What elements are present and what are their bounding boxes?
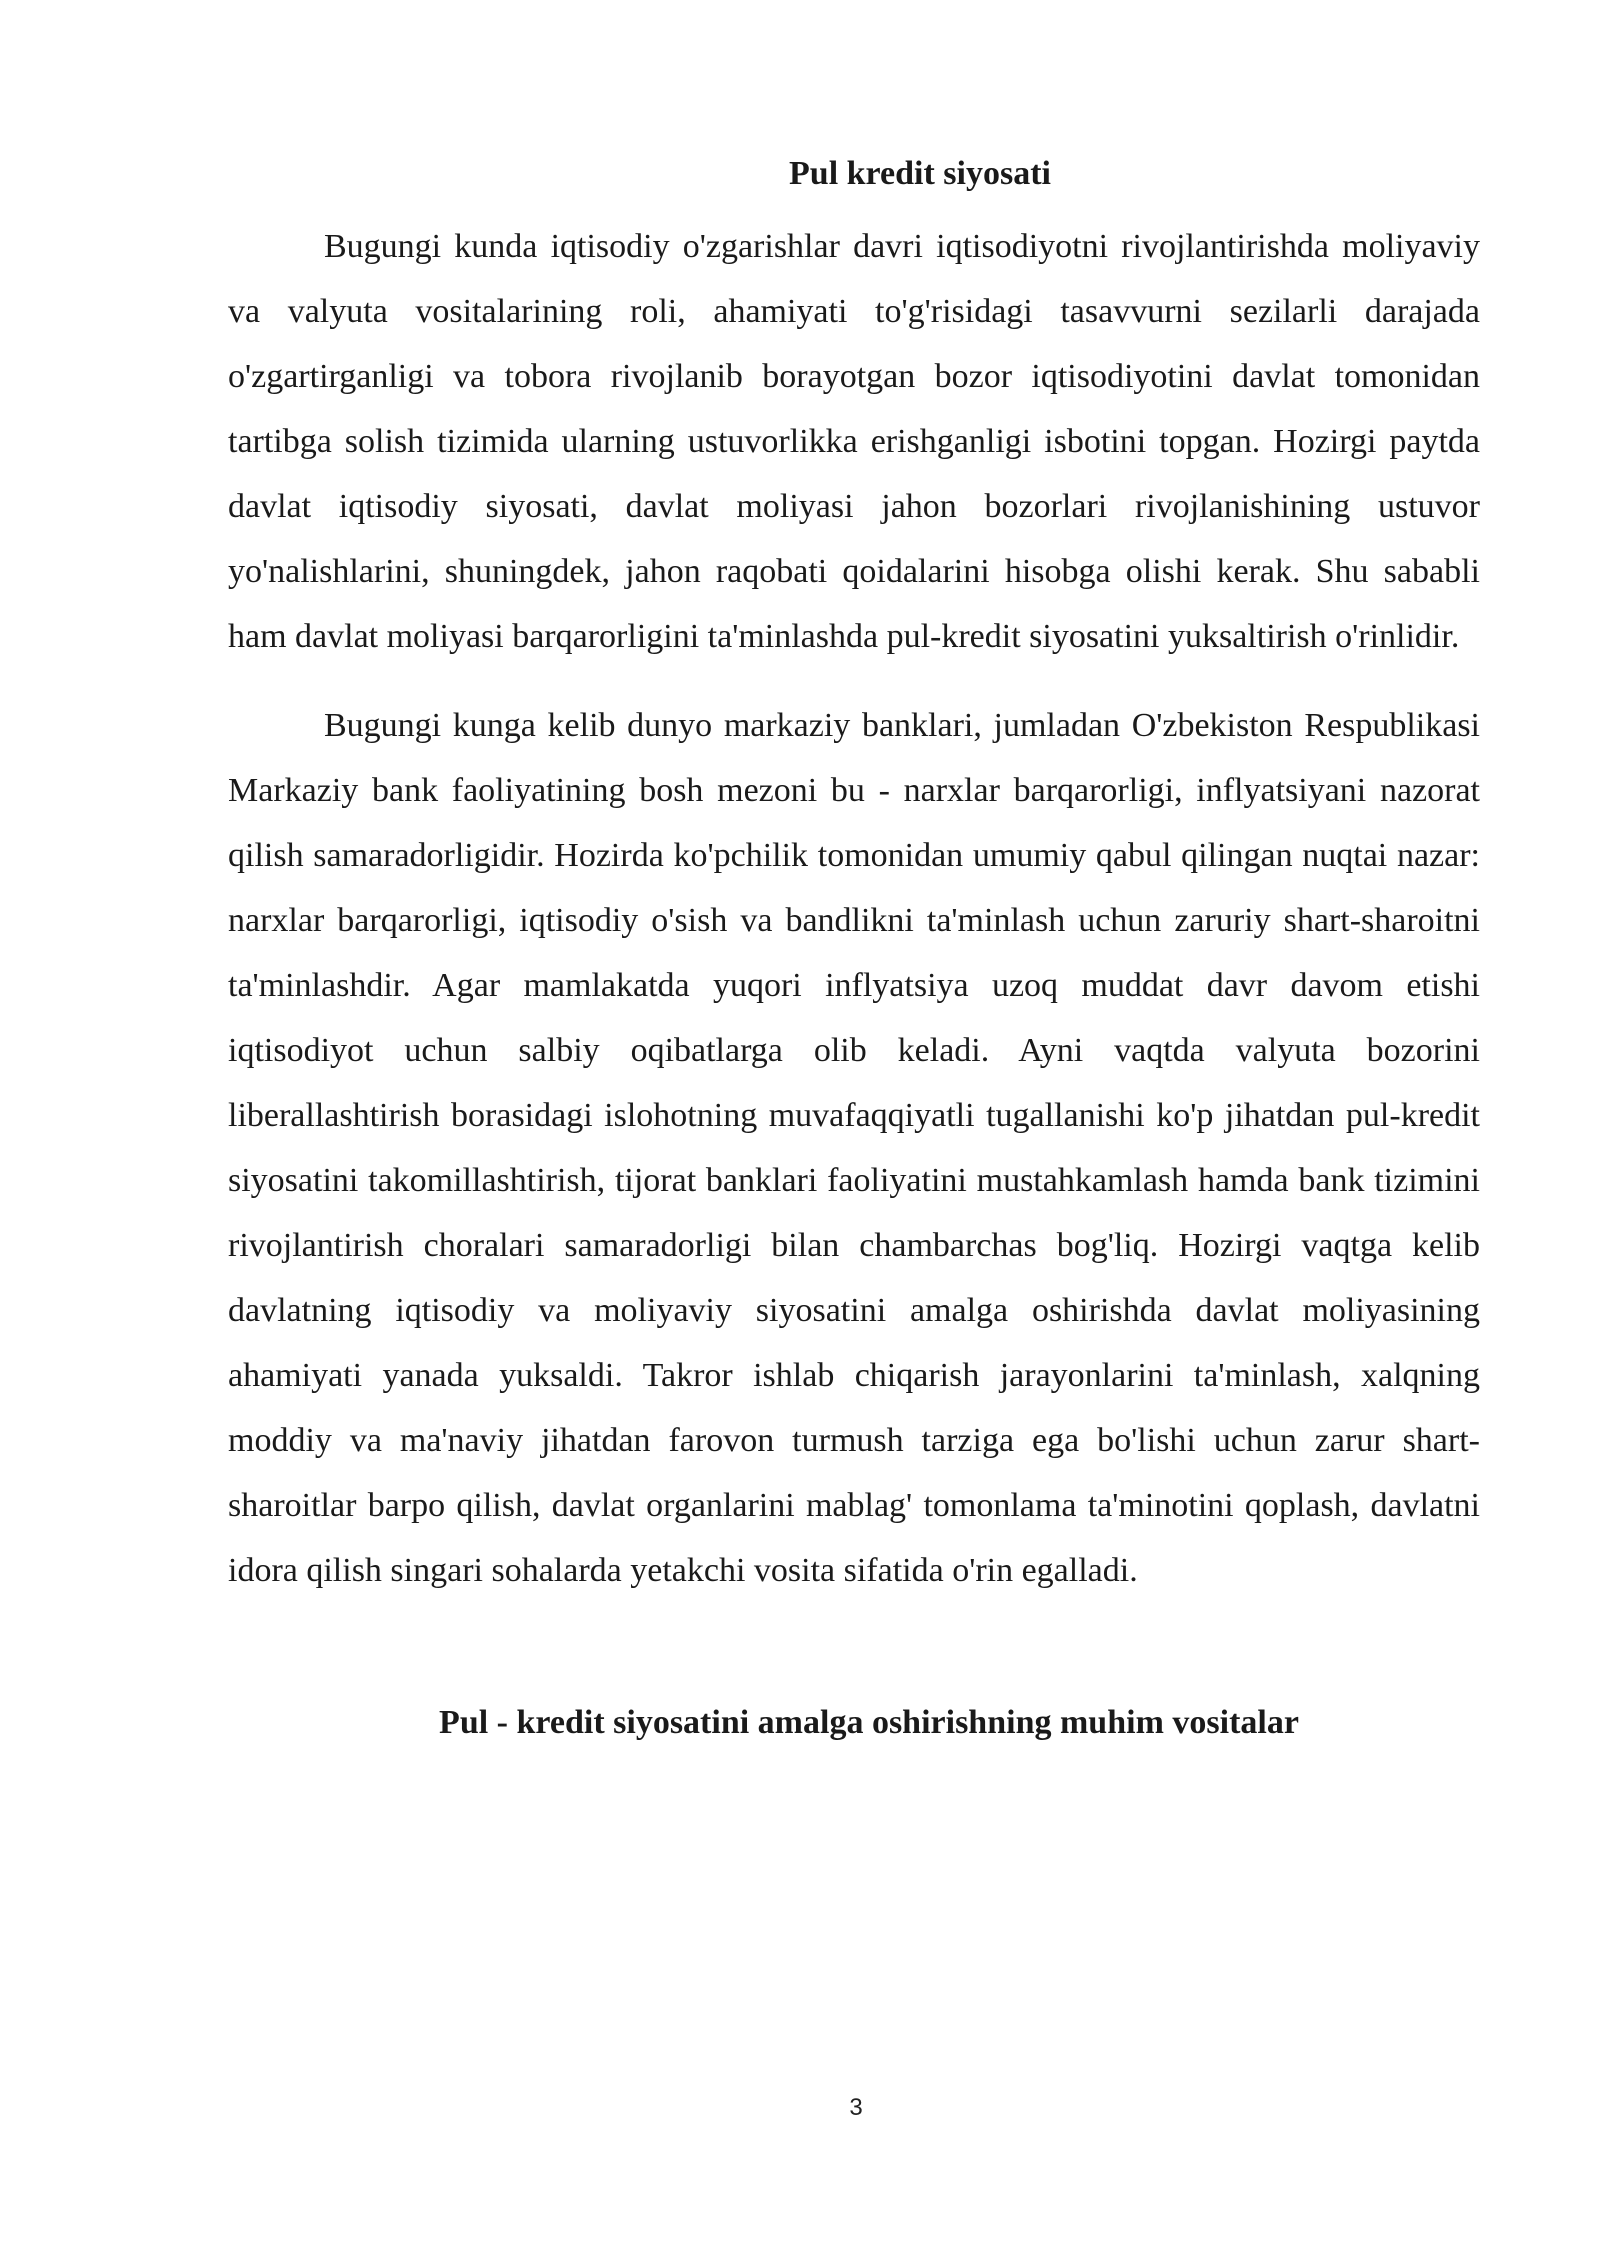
section-heading: Pul - kredit siyosatini amalga oshirishning muhim vositalar: [439, 1704, 1299, 1741]
paragraph-1: Bugungi kunda iqtisodiy o'zgarishlar davri iqtisodiyotni rivojlantirishda moliyaviy va valyuta vositalarining roli, ahamiyati to'g'risidagi tasavvurni sezilarli darajada o'zgartirganligi va tobora rivojlanib borayotgan bozor iqtisodiyotini davlat tomonidan tartibga solish tizimida ularning ustuvorlikka erishganligi isbotini topgan. Hozirgi paytda davlat iqtisodiy siyosati, davlat moliyasi jahon bozorlari rivojlanishining ustuvor yo'nalishlarini, shuningdek, jahon raqobati qoidalarini hisobga olishi kerak. Shu sababli ham davlat moliyasi barqarorligini ta'minlashda pul-kredit siyosatini yuksaltirish o'rinlidir.: [228, 228, 1480, 655]
page-content: [228, 150, 1480, 1747]
paragraph-2: Bugungi kunga kelib dunyo markaziy banklari, jumladan O'zbekiston Respublikasi Markaziy bank faoliyatining bosh mezoni bu - narxlar barqarorligi, inflyatsiyani nazorat qilish samaradorligidir. Hozirda ko'pchilik tomonidan umumiy qabul qilingan nuqtai nazar: narxlar barqarorligi, iqtisodiy o'sish va bandlikni ta'minlash uchun zaruriy shart-sharoitni ta'minlashdir. Agar mamlakatda yuqori inflyatsiya uzoq muddat davr davom etishi iqtisodiyot uchun salbiy oqibatlarga olib keladi. Ayni vaqtda valyuta bozorini liberallashtirish borasidagi islohotning muvafaqqiyatli tugallanishi ko'p jihatdan pul-kredit siyosatini takomillashtirish, tijorat banklari faoliyatini mustahkamlash hamda bank tizimini rivojlantirish choralari samaradorligi bilan chambarchas bog'liq. Hozirgi vaqtga kelib davlatning iqtisodiy va moliyaviy siyosatini amalga oshirishda davlat moliyasining ahamiyati yanada yuksaldi. Takror ishlab chiqarish jarayonlarini ta'minlash, xalqning moddiy va ma'naviy jihatdan farovon turmush tarziga ega bo'lishi uchun zarur shart-sharoitlar barpo qilish, davlat organlarini mablag' tomonlama ta'minotini qoplash, davlatni idora qilish singari sohalarda yetakchi vosita sifatida o'rin egalladi.: [228, 707, 1480, 1589]
page-number: 3: [849, 2094, 863, 2121]
page-title: Pul kredit siyosati: [789, 155, 1051, 192]
